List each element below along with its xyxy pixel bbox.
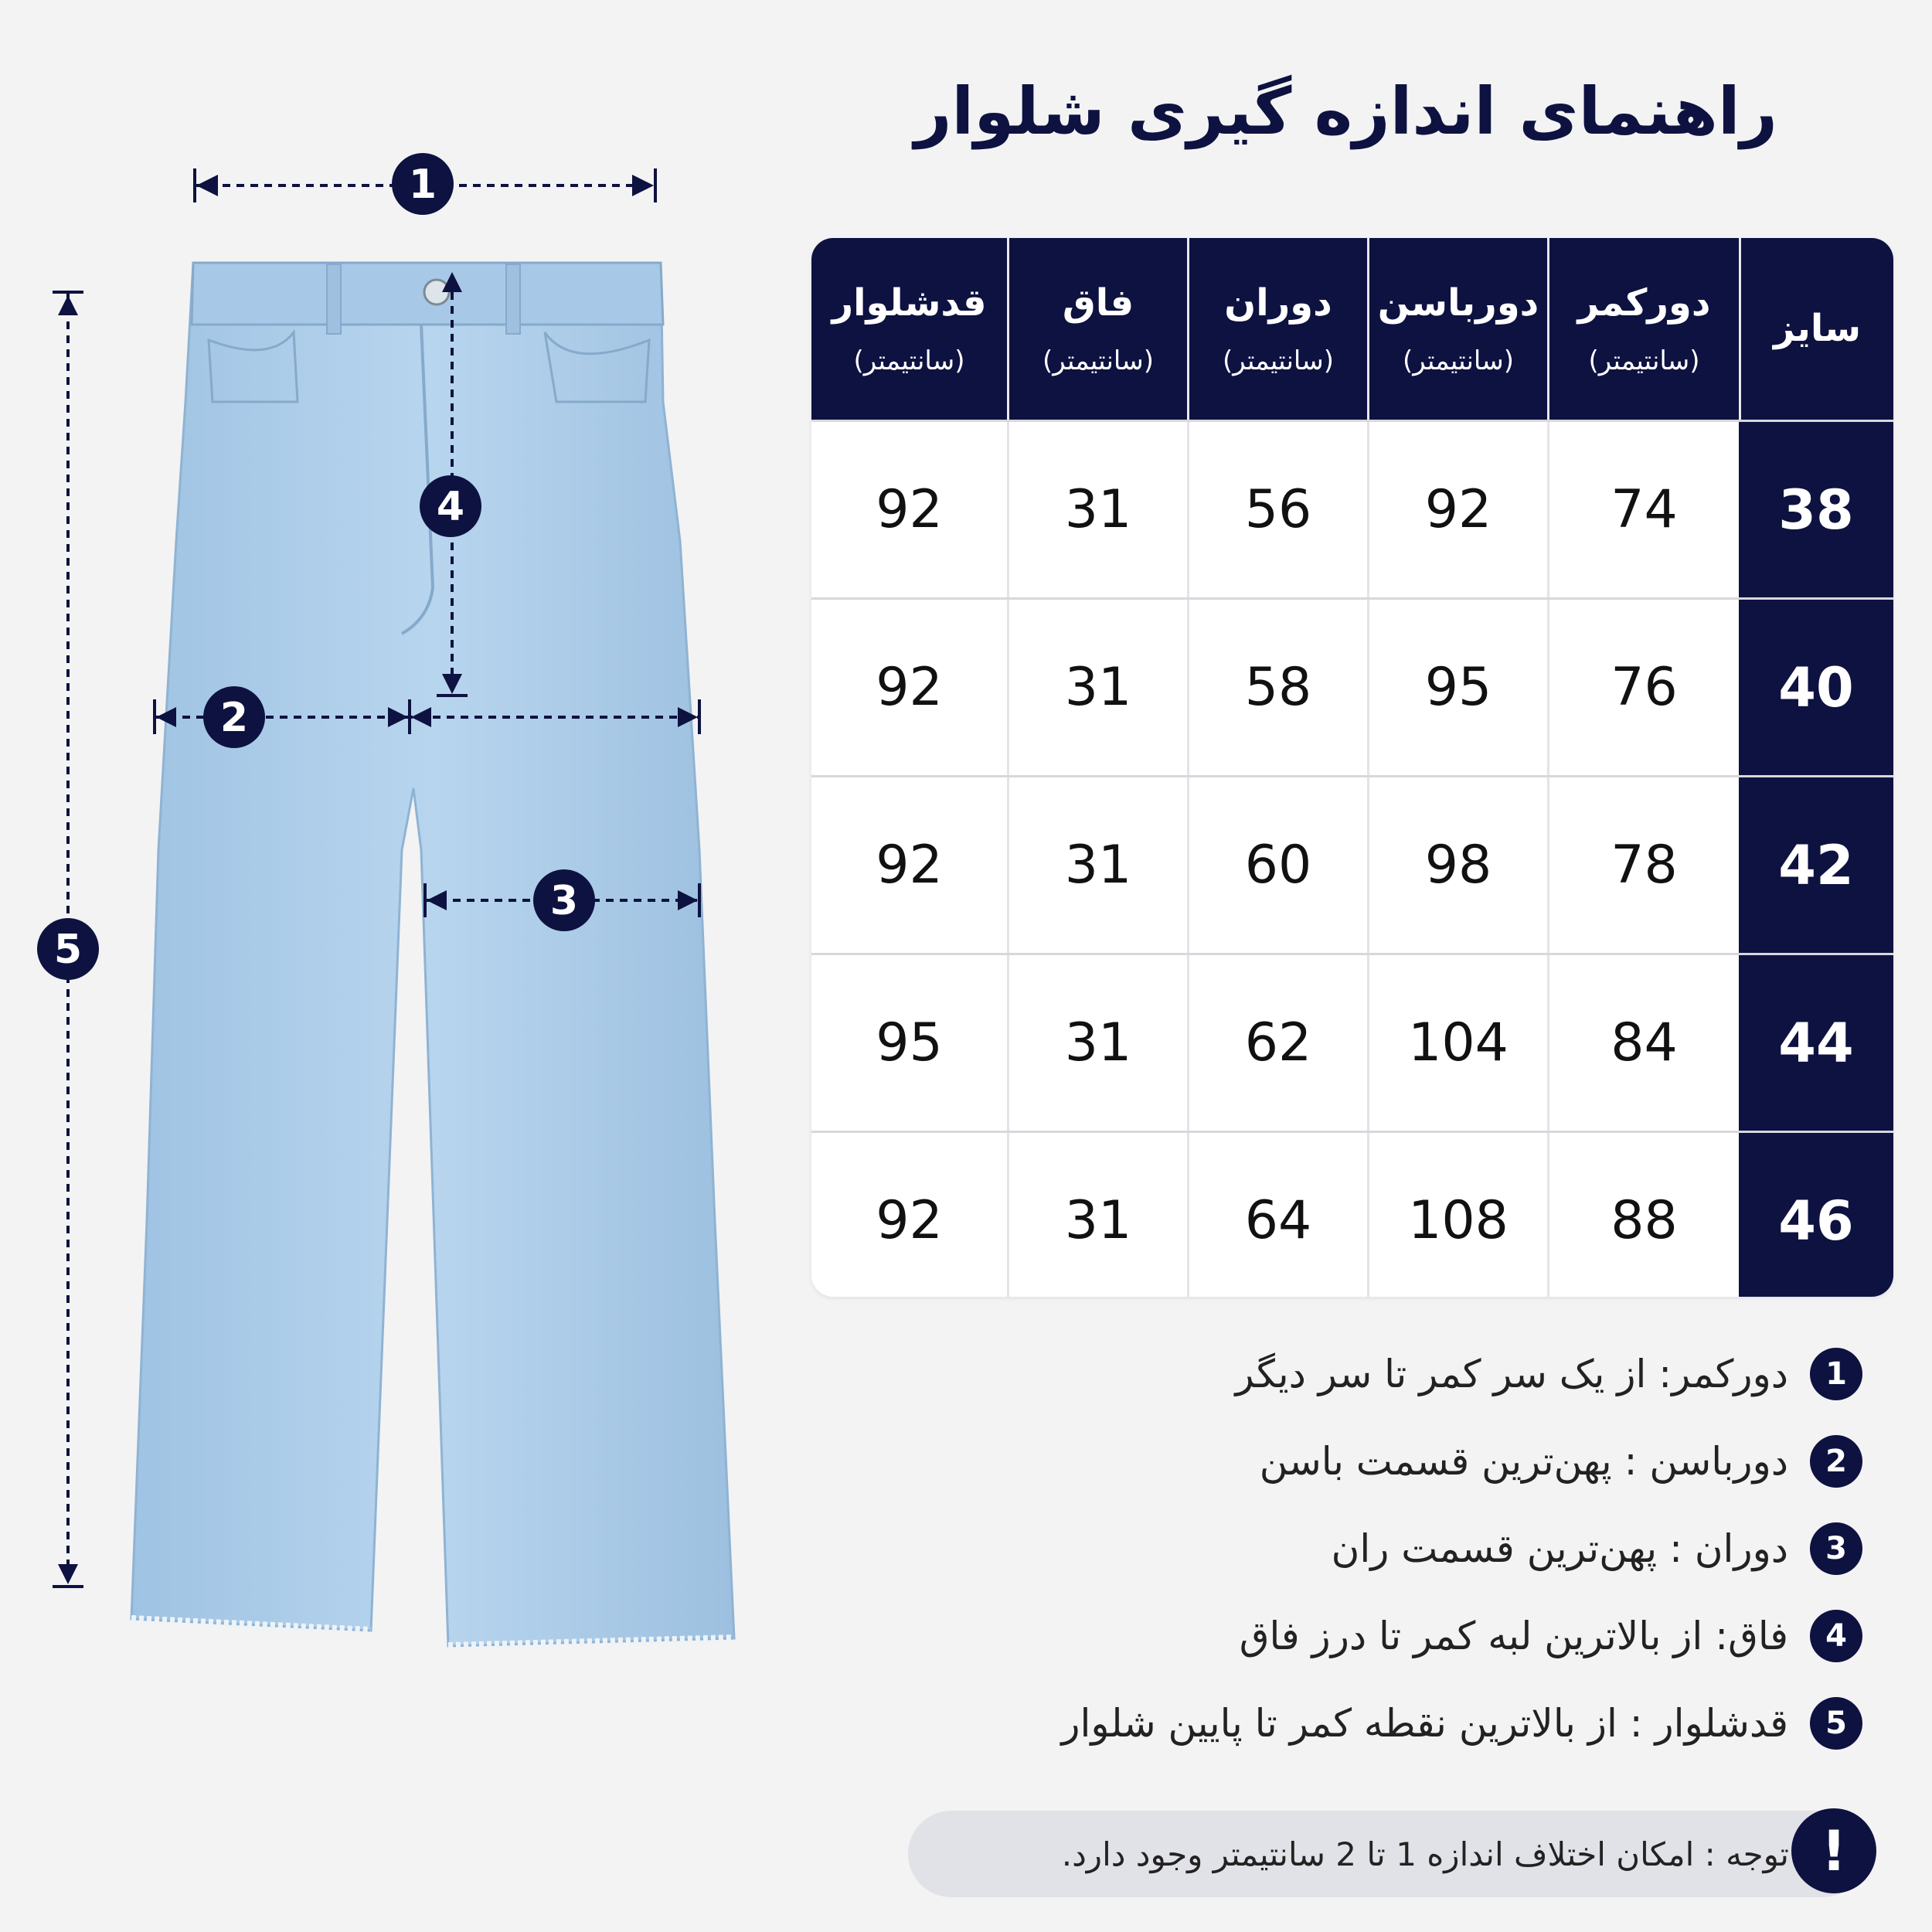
waist-cell: 76 (1547, 600, 1739, 775)
thigh-cell: 62 (1187, 955, 1367, 1131)
svg-text:1: 1 (408, 162, 437, 208)
size-table (811, 238, 1893, 1297)
waist-cell: 88 (1547, 1133, 1739, 1297)
arrow-head (58, 1564, 78, 1584)
svg-text:5: 5 (53, 927, 83, 973)
header-label: دورباسن (1377, 281, 1539, 325)
arrow-head (196, 175, 218, 196)
hip-cell: 92 (1367, 422, 1547, 597)
length-cell: 95 (876, 1012, 943, 1073)
length-cell: 92 (876, 657, 943, 718)
length-cell: 92 (876, 835, 943, 896)
table-row (811, 597, 1893, 775)
rise-cell: 31 (1007, 422, 1187, 597)
marker-badge-4 (420, 475, 481, 537)
legend-item (703, 1519, 1862, 1577)
arrow-head (632, 175, 654, 196)
legend-text: قدشلوار : از بالاترین نقطه کمر تا پایین شلوار (1061, 1700, 1788, 1746)
legend-item (703, 1432, 1862, 1490)
size-cell: 40 (1739, 600, 1893, 775)
rise-cell: 31 (1007, 777, 1187, 953)
legend-text: دورباسن : پهن‌ترین قسمت باسن (1259, 1438, 1788, 1484)
table-header-row (811, 238, 1893, 420)
table-row (811, 1131, 1893, 1297)
header-label: دوران (1224, 281, 1332, 325)
size-cell: 44 (1739, 955, 1893, 1131)
thigh-cell: 64 (1187, 1133, 1367, 1297)
length-cell: 92 (876, 479, 943, 540)
header-thigh (1187, 238, 1367, 420)
legend-item (703, 1345, 1862, 1403)
number-badge: 4 (1810, 1610, 1862, 1662)
jeans-illustration (0, 0, 773, 1739)
note-banner (908, 1811, 1866, 1897)
svg-text:3: 3 (549, 878, 579, 924)
number-badge: 5 (1810, 1697, 1862, 1750)
header-rise (1007, 238, 1187, 420)
marker-badge-3 (533, 869, 595, 931)
hip-cell: 108 (1367, 1133, 1547, 1297)
size-cell: 46 (1739, 1133, 1893, 1297)
note-text: توجه : امکان اختلاف اندازه 1 تا 2 سانتیمتر وجود دارد. (1061, 1835, 1789, 1873)
header-size (1739, 238, 1893, 420)
size-cell: 42 (1739, 777, 1893, 953)
header-unit: (سانتیمتر) (853, 345, 965, 377)
waist-cell: 78 (1547, 777, 1739, 953)
rise-cell: 31 (1007, 955, 1187, 1131)
jeans-belt-loop (327, 264, 341, 334)
table-row (811, 953, 1893, 1131)
header-length (811, 238, 1007, 420)
thigh-cell: 56 (1187, 422, 1367, 597)
hip-cell: 104 (1367, 955, 1547, 1131)
waist-cell: 84 (1547, 955, 1739, 1131)
hip-cell: 95 (1367, 600, 1547, 775)
marker-badge-5 (37, 918, 99, 980)
page-title: راهنمای اندازه گیری شلوار (914, 73, 1777, 149)
number-badge: 2 (1810, 1435, 1862, 1488)
waist-cell: 74 (1547, 422, 1739, 597)
thigh-cell: 60 (1187, 777, 1367, 953)
number-badge: 3 (1810, 1522, 1862, 1575)
hip-cell: 98 (1367, 777, 1547, 953)
header-label: فاق (1062, 281, 1134, 325)
legend-item (703, 1607, 1862, 1665)
marker-badge-2 (203, 686, 265, 748)
jeans-body (131, 263, 734, 1646)
exclamation-icon: ! (1791, 1808, 1876, 1893)
header-label: سایز (1773, 306, 1862, 350)
table-row (811, 420, 1893, 597)
arrow-head (58, 295, 78, 315)
header-waist (1547, 238, 1739, 420)
thigh-cell: 58 (1187, 600, 1367, 775)
header-unit: (سانتیمتر) (1402, 345, 1515, 377)
measurement-legend (703, 1345, 1862, 1781)
legend-text: دوران : پهن‌ترین قسمت ران (1331, 1526, 1788, 1571)
header-unit: (سانتیمتر) (1588, 345, 1700, 377)
size-cell: 38 (1739, 422, 1893, 597)
length-cell: 92 (876, 1190, 943, 1251)
svg-text:4: 4 (436, 484, 465, 530)
table-row (811, 775, 1893, 953)
number-badge: 1 (1810, 1348, 1862, 1400)
jeans-belt-loop (506, 264, 520, 334)
marker-badge-1 (392, 153, 454, 215)
rise-cell: 31 (1007, 1133, 1187, 1297)
legend-text: دورکمر: از یک سر کمر تا سر دیگر (1235, 1351, 1788, 1396)
header-unit: (سانتیمتر) (1222, 345, 1335, 377)
rise-cell: 31 (1007, 600, 1187, 775)
header-hip (1367, 238, 1547, 420)
svg-text:2: 2 (219, 695, 249, 741)
header-unit: (سانتیمتر) (1042, 345, 1155, 377)
header-label: دورکمر (1577, 281, 1711, 325)
header-label: قدشلوار (832, 281, 987, 325)
legend-item (703, 1694, 1862, 1752)
legend-text: فاق: از بالاترین لبه کمر تا درز فاق (1239, 1613, 1788, 1658)
